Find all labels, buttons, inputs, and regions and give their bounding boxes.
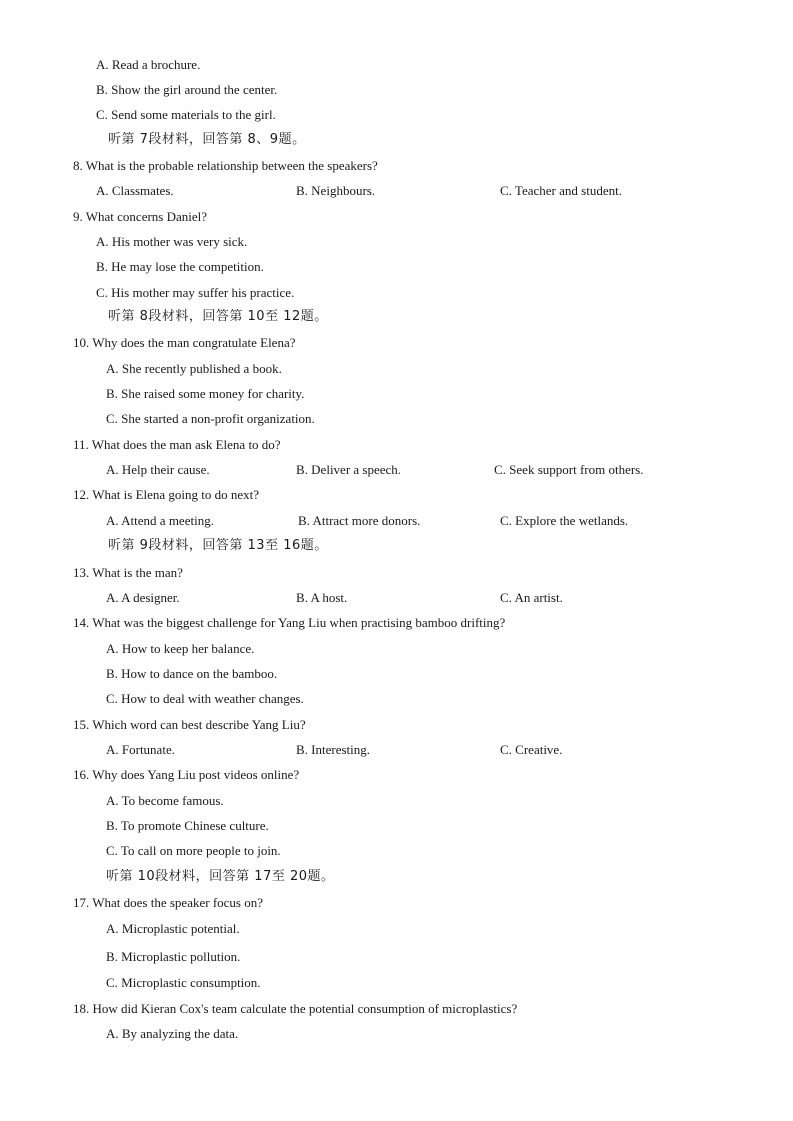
option-17b: B. Microplastic pollution. xyxy=(106,949,241,964)
option-7c: C. Send some materials to the girl. xyxy=(96,107,276,122)
option-13a: A. A designer. xyxy=(106,590,180,605)
option-7b: B. Show the girl around the center. xyxy=(96,82,278,97)
question-13: 13. What is the man? xyxy=(73,565,183,580)
option-16c: C. To call on more people to join. xyxy=(106,843,281,858)
question-18: 18. How did Kieran Cox's team calculate the potential consumption of microplastics? xyxy=(73,1001,518,1016)
question-16: 16. Why does Yang Liu post videos online? xyxy=(73,767,300,782)
option-10c: C. She started a non-profit organization. xyxy=(106,411,315,426)
option-14b: B. How to dance on the bamboo. xyxy=(106,666,278,681)
option-16b: B. To promote Chinese culture. xyxy=(106,818,269,833)
option-14c: C. How to deal with weather changes. xyxy=(106,691,304,706)
option-12c: C. Explore the wetlands. xyxy=(500,513,629,528)
option-14a: A. How to keep her balance. xyxy=(106,641,255,656)
option-9b: B. He may lose the competition. xyxy=(96,259,264,274)
question-15: 15. Which word can best describe Yang Liu? xyxy=(73,717,306,732)
section-heading-10: 听第 10段材料，回答第 17至 20题。 xyxy=(106,869,335,884)
option-18a: A. By analyzing the data. xyxy=(106,1026,239,1041)
option-11a: A. Help their cause. xyxy=(106,462,210,477)
section-heading-8: 听第 8段材料，回答第 10至 12题。 xyxy=(108,309,328,324)
option-15b: B. Interesting. xyxy=(296,742,371,757)
option-12a: A. Attend a meeting. xyxy=(106,513,214,528)
option-16a: A. To become famous. xyxy=(106,793,224,808)
option-17c: C. Microplastic consumption. xyxy=(106,975,261,990)
question-14: 14. What was the biggest challenge for Yang Liu when practising bamboo drifting? xyxy=(73,615,506,630)
option-10a: A. She recently published a book. xyxy=(106,361,282,376)
option-8b: B. Neighbours. xyxy=(296,183,376,198)
section-heading-7: 听第 7段材料，回答第 8、9题。 xyxy=(108,132,306,147)
question-17: 17. What does the speaker focus on? xyxy=(73,895,264,910)
option-13b: B. A host. xyxy=(296,590,348,605)
option-12b: B. Attract more donors. xyxy=(298,513,421,528)
option-15a: A. Fortunate. xyxy=(106,742,175,757)
option-11b: B. Deliver a speech. xyxy=(296,462,402,477)
question-9: 9. What concerns Daniel? xyxy=(73,209,208,224)
question-12: 12. What is Elena going to do next? xyxy=(73,487,260,502)
question-8: 8. What is the probable relationship between the speakers? xyxy=(73,158,378,173)
question-11: 11. What does the man ask Elena to do? xyxy=(73,437,281,452)
option-9c: C. His mother may suffer his practice. xyxy=(96,285,295,300)
option-13c: C. An artist. xyxy=(500,590,563,605)
option-11c: C. Seek support from others. xyxy=(494,462,644,477)
question-10: 10. Why does the man congratulate Elena? xyxy=(73,335,296,350)
option-9a: A. His mother was very sick. xyxy=(96,234,248,249)
section-heading-9: 听第 9段材料，回答第 13至 16题。 xyxy=(108,538,328,553)
option-10b: B. She raised some money for charity. xyxy=(106,386,305,401)
option-15c: C. Creative. xyxy=(500,742,563,757)
option-17a: A. Microplastic potential. xyxy=(106,921,240,936)
option-7a: A. Read a brochure. xyxy=(96,57,201,72)
option-8a: A. Classmates. xyxy=(96,183,174,198)
option-8c: C. Teacher and student. xyxy=(500,183,622,198)
